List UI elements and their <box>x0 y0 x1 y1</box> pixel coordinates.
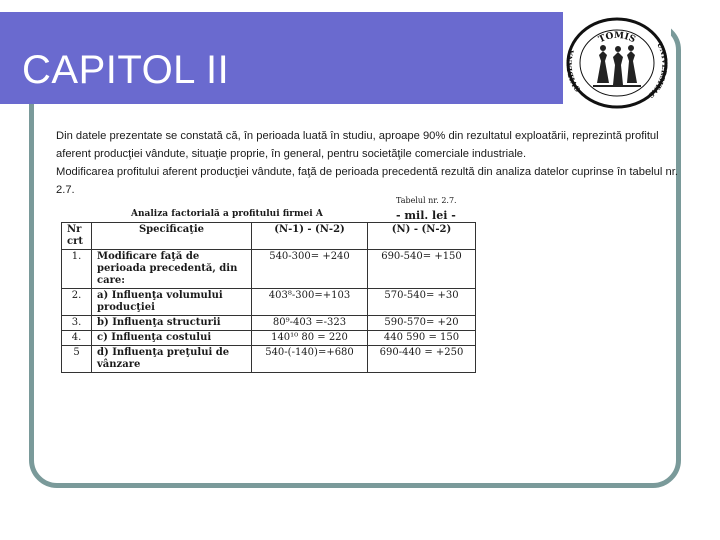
row-nr: 1. <box>62 250 92 289</box>
university-logo <box>563 11 671 109</box>
paragraph-1: Din datele prezentate se constată că, în perioada luată în studiu, aproape 90% din rezultatul exploatării, reprezintă profitul aferent producţiei vândute, situaţie proprie, în general, pentru societăţile comerciale industriale. <box>56 130 659 160</box>
row-value-2: 690-440 = +250 <box>368 346 476 373</box>
header-period-2: (N) - (N-2) <box>368 223 476 250</box>
table-row <box>62 316 476 331</box>
row-spec: c) Influenţa costului <box>92 331 252 346</box>
row-nr: 2. <box>62 289 92 316</box>
row-spec: b) Influenţa structurii <box>92 316 252 331</box>
table-row <box>62 346 476 373</box>
header-period-1: (N-1) - (N-2) <box>252 223 368 250</box>
header-nr: Nr crt <box>62 223 92 250</box>
title-bar <box>0 12 563 104</box>
university-seal-icon <box>563 11 671 109</box>
seal-top-text: TOMIS <box>597 30 637 46</box>
row-value-1: 80⁹-403 =-323 <box>252 316 368 331</box>
row-value-1: 540-300= +240 <box>252 250 368 289</box>
table-row <box>62 331 476 346</box>
row-nr: 4. <box>62 331 92 346</box>
slide-title: CAPITOL II <box>22 48 230 92</box>
seal-left-text: OVIDIANA <box>564 48 583 94</box>
row-value-2: 690-540= +150 <box>368 250 476 289</box>
seal-right-text: UNIVERSITAS <box>646 40 670 101</box>
table-header-row <box>62 223 476 250</box>
row-value-1: 403⁸-300=+103 <box>252 289 368 316</box>
table-row <box>62 250 476 289</box>
body-text <box>56 127 678 199</box>
table-title: Analiza factorială a profitului firmei A <box>131 209 323 219</box>
row-value-2: 590-570= +20 <box>368 316 476 331</box>
table-caption: Tabelul nr. 2.7. <box>396 196 457 205</box>
row-value-1: 540-(-140)=+680 <box>252 346 368 373</box>
table-row <box>62 289 476 316</box>
paragraph-2: Modificarea profitului aferent producţiei vândute, faţă de perioada precedentă rezultă din analiza datelor cuprinse în tabelul nr. 2.7. <box>56 166 678 196</box>
row-value-2: 570-540= +30 <box>368 289 476 316</box>
row-nr: 3. <box>62 316 92 331</box>
row-value-2: 440 590 = 150 <box>368 331 476 346</box>
row-spec: a) Influenţa volumului producţiei <box>92 289 252 316</box>
row-value-1: 140¹⁰ 80 = 220 <box>252 331 368 346</box>
row-spec: d) Influenţa preţului de vânzare <box>92 346 252 373</box>
factor-analysis-table <box>61 222 476 373</box>
row-nr: 5 <box>62 346 92 373</box>
table-unit: - mil. lei - <box>396 209 456 222</box>
row-spec: Modificare faţă de perioada precedentă, din care: <box>92 250 252 289</box>
scanned-table-image <box>61 196 481 384</box>
header-spec: Specificaţie <box>92 223 252 250</box>
